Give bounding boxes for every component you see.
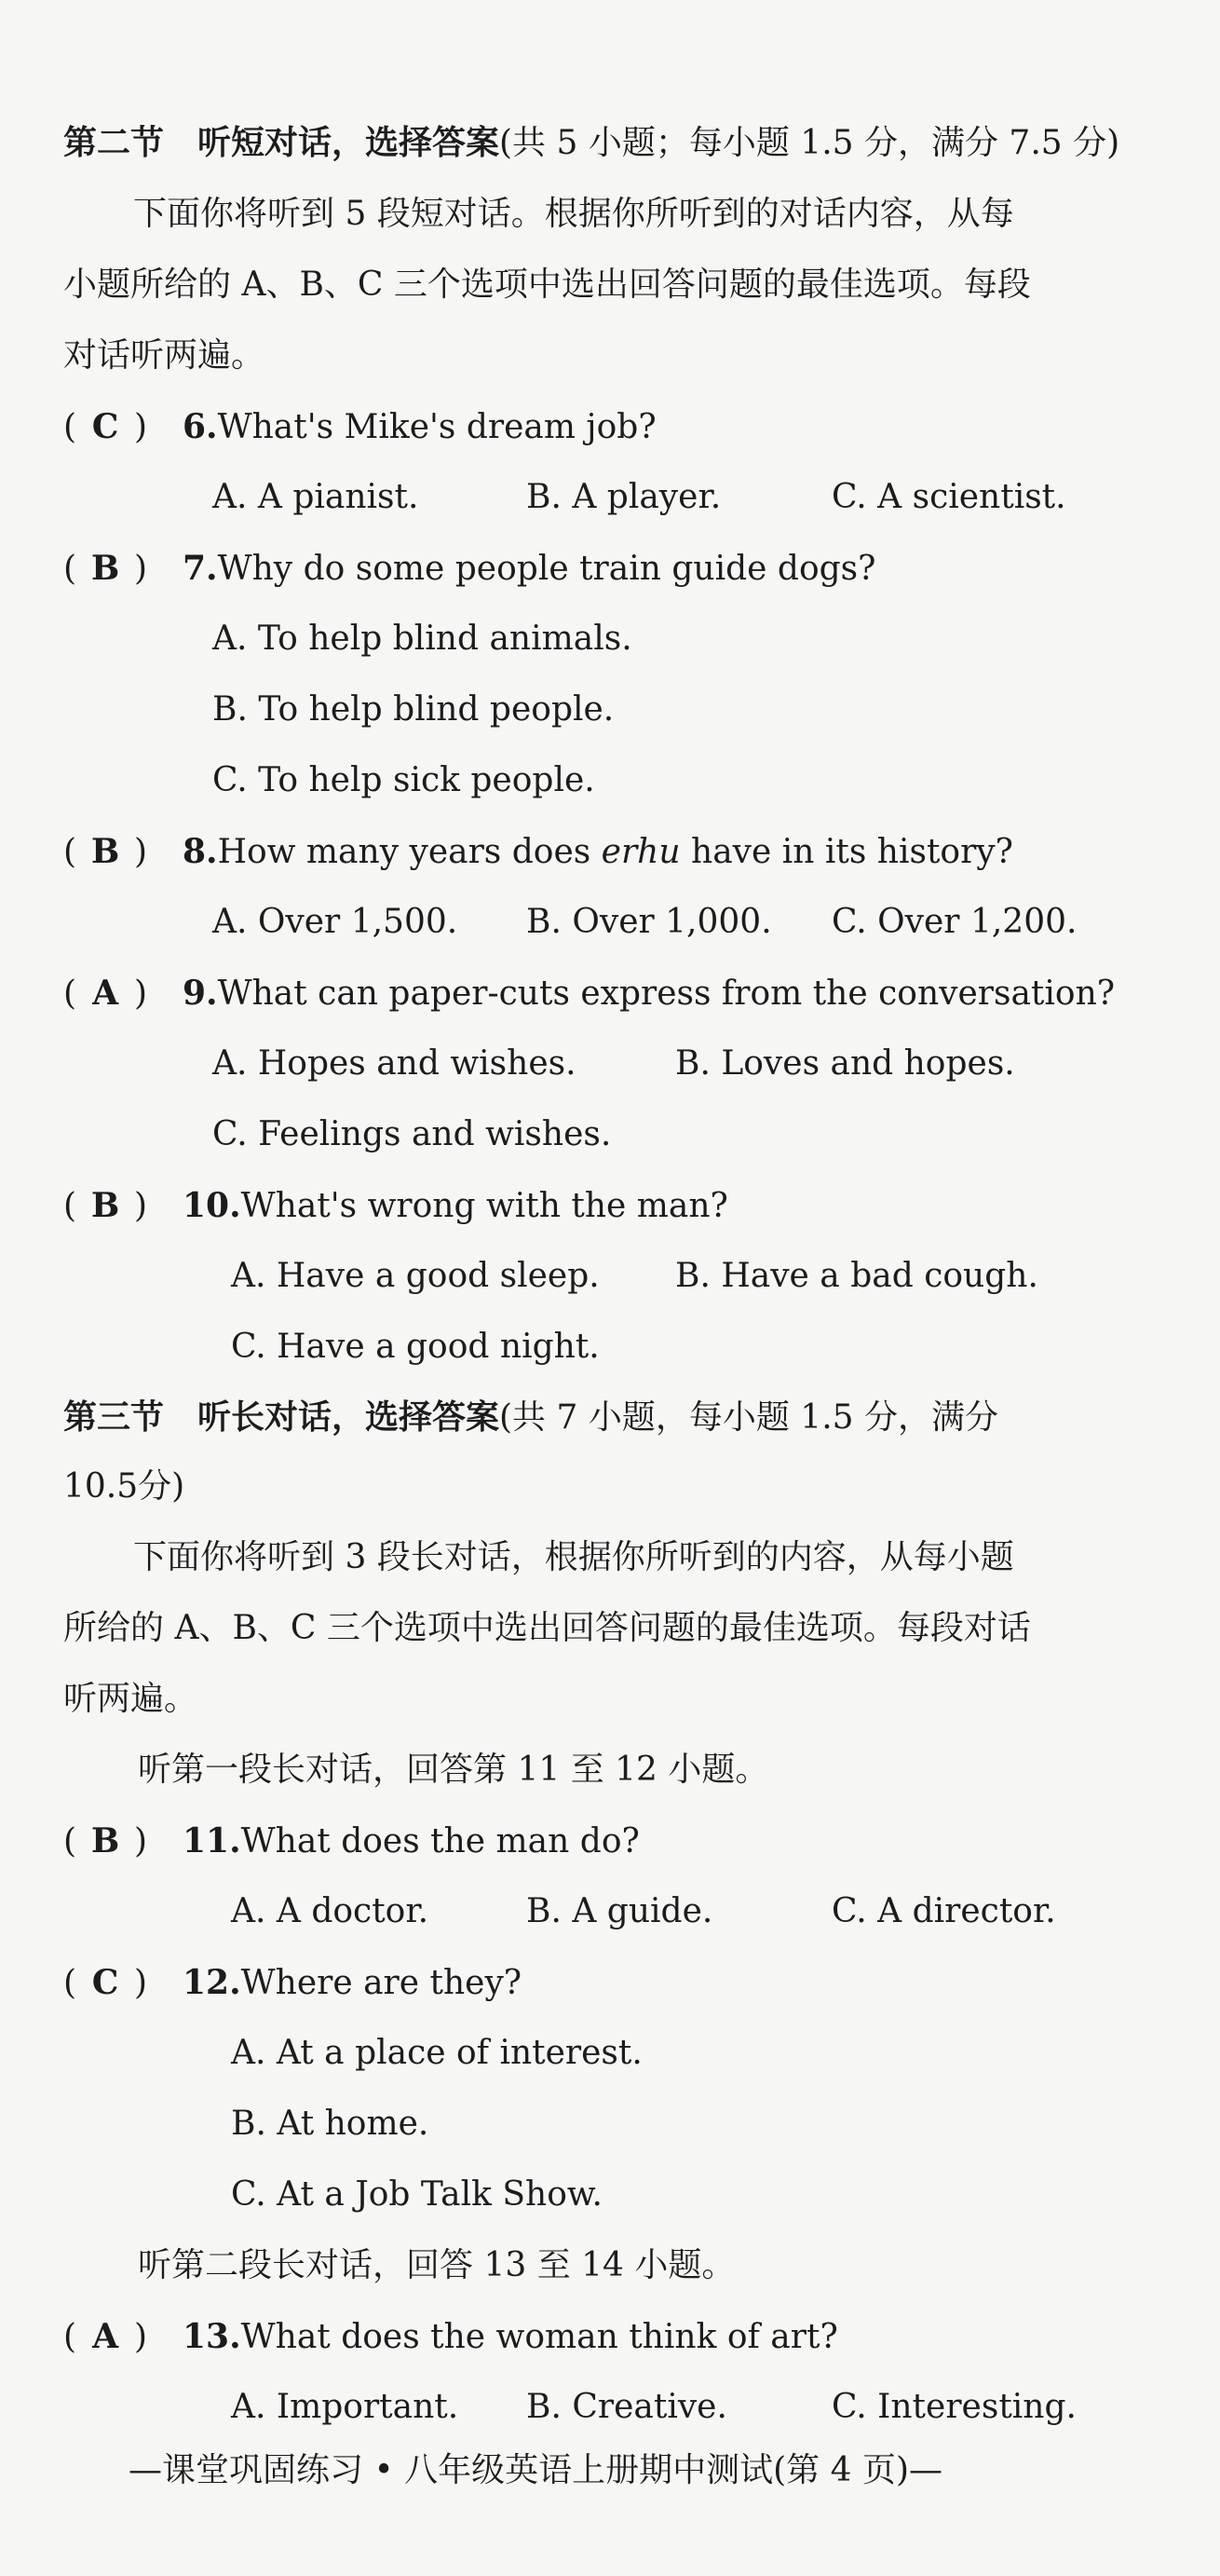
question-text: What can paper-cuts express from the conversation? xyxy=(217,975,1116,1013)
dialogue1-intro: 听第一段长对话，回答第 11 至 12 小题。 xyxy=(138,1751,769,1789)
question-text: What does the man do? xyxy=(240,1822,640,1860)
q7-option-c: C. To help sick people. xyxy=(212,761,595,799)
section2-note: (共 5 小题；每小题 1.5 分，满分 7.5 分) xyxy=(499,124,1120,162)
section3-note-line2: 10.5分) xyxy=(63,1467,185,1506)
question-6: ( C ) 6.What's Mike's dream job? xyxy=(63,404,657,450)
question-text: Where are they? xyxy=(240,1964,522,2002)
section3-instruction-line3: 听两遍。 xyxy=(63,1680,198,1718)
answer-7: B xyxy=(90,549,120,588)
q10-option-a: A. Have a good sleep. xyxy=(231,1257,600,1295)
q9-option-a: A. Hopes and wishes. xyxy=(212,1044,576,1083)
q9-option-b: B. Loves and hopes. xyxy=(675,1044,1015,1083)
section3-instruction-line2: 所给的 A、B、C 三个选项中选出回答问题的最佳选项。每段对话 xyxy=(63,1609,1031,1647)
question-number: 8. xyxy=(183,832,218,871)
question-12: ( C ) 12.Where are they? xyxy=(63,1960,522,2006)
question-text: What does the woman think of art? xyxy=(240,2318,838,2356)
question-10: ( B ) 10.What's wrong with the man? xyxy=(63,1183,728,1229)
section3-title: 第三节 听长对话，选择答案 xyxy=(63,1398,500,1437)
section2-instruction-line3: 对话听两遍。 xyxy=(63,336,265,375)
answer-13: A xyxy=(92,2317,119,2356)
q6-option-c: C. A scientist. xyxy=(832,478,1066,516)
dialogue2-intro: 听第二段长对话，回答 13 至 14 小题。 xyxy=(138,2246,736,2284)
question-text-before: How many years does xyxy=(217,833,602,871)
q11-option-c: C. A director. xyxy=(832,1892,1056,1930)
question-text: Why do some people train guide dogs? xyxy=(217,550,876,588)
q7-option-a: A. To help blind animals. xyxy=(212,620,632,658)
q10-option-c: C. Have a good night. xyxy=(231,1328,600,1366)
question-text: What's wrong with the man? xyxy=(240,1187,728,1225)
q11-option-b: B. A guide. xyxy=(526,1892,713,1930)
q13-option-c: C. Interesting. xyxy=(832,2388,1077,2426)
answer-8: B xyxy=(90,832,120,871)
question-number: 11. xyxy=(183,1821,241,1860)
q6-option-b: B. A player. xyxy=(526,478,722,516)
answer-12: C xyxy=(91,1963,119,2002)
section3-instruction-line1: 下面你将听到 3 段长对话，根据你所听到的内容，从每小题 xyxy=(133,1538,1014,1576)
q8-option-b: B. Over 1,000. xyxy=(526,903,772,941)
q8-option-a: A. Over 1,500. xyxy=(212,903,458,941)
q12-option-b: B. At home. xyxy=(231,2105,429,2143)
section2-instruction-line2: 小题所给的 A、B、C 三个选项中选出回答问题的最佳选项。每段 xyxy=(63,266,1031,304)
question-number: 10. xyxy=(183,1186,241,1225)
section2-title: 第二节 听短对话，选择答案 xyxy=(63,124,500,162)
answer-11: B xyxy=(90,1821,120,1860)
q9-option-c: C. Feelings and wishes. xyxy=(212,1115,612,1153)
q6-option-a: A. A pianist. xyxy=(212,478,419,516)
answer-9: A xyxy=(92,974,119,1013)
answer-6: C xyxy=(91,407,119,446)
q13-option-b: B. Creative. xyxy=(526,2388,727,2426)
q13-option-a: A. Important. xyxy=(231,2388,459,2426)
answer-10: B xyxy=(90,1186,120,1225)
section2-header xyxy=(63,121,1119,166)
q12-option-c: C. At a Job Talk Show. xyxy=(231,2175,603,2214)
question-8: ( B ) 8.How many years does erhu have in its history? xyxy=(63,829,1013,875)
section2-instruction-line1: 下面你将听到 5 段短对话。根据你所听到的对话内容，从每 xyxy=(133,195,1014,233)
question-number: 6. xyxy=(183,407,218,446)
question-number: 9. xyxy=(183,974,218,1013)
question-11: ( B ) 11.What does the man do? xyxy=(63,1819,640,1864)
q7-option-b: B. To help blind people. xyxy=(212,690,615,729)
question-text: What's Mike's dream job? xyxy=(217,408,657,446)
question-13: ( A ) 13.What does the woman think of art? xyxy=(63,2314,838,2360)
q10-option-b: B. Have a bad cough. xyxy=(675,1257,1038,1295)
question-7: ( B ) 7.Why do some people train guide dogs? xyxy=(63,546,875,592)
question-number: 12. xyxy=(183,1963,241,2002)
section3-note-line1: (共 7 小题，每小题 1.5 分，满分 xyxy=(499,1398,998,1437)
question-text-after: have in its history? xyxy=(680,833,1013,871)
question-number: 13. xyxy=(183,2317,241,2356)
question-text-italic: erhu xyxy=(601,833,681,871)
page-footer: —课堂巩固练习 • 八年级英语上册期中测试(第 4 页)— xyxy=(129,2451,943,2489)
section3-header xyxy=(63,1396,998,1440)
question-number: 7. xyxy=(183,549,218,588)
q11-option-a: A. A doctor. xyxy=(231,1892,429,1930)
q12-option-a: A. At a place of interest. xyxy=(231,2034,643,2072)
q8-option-c: C. Over 1,200. xyxy=(832,903,1078,941)
question-9: ( A ) 9.What can paper-cuts express from the conversation? xyxy=(63,971,1115,1016)
